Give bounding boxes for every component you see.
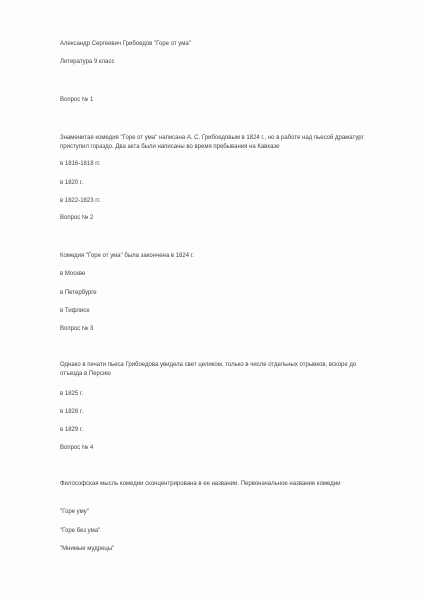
- question-1-option-1: в 1816-1818 гг.: [60, 161, 101, 167]
- question-3-option-2: в 1828 г.: [60, 409, 83, 415]
- document-subtitle: Литература 9 класс: [60, 59, 115, 65]
- question-4-option-1: "Горе уму": [60, 509, 89, 515]
- question-1-text: Знаменитая комедия "Горе от ума" написана А. С. Грибоедовым в 1824 г., но в работе над пьесой драматург приступил гораздо. Два акта были написаны во время пребывания на Кавказе: [60, 135, 364, 150]
- document-title: Александр Сергеевич Грибоедов "Горе от ума": [60, 41, 191, 47]
- question-2-text: Комедия "Горе от ума" была закончена в 1824 г.: [60, 253, 194, 259]
- question-1-label: Вопрос № 1: [60, 97, 94, 103]
- question-4-text: Философская мысль комедии сконцентрирована в ее названии. Первоначальное название комедии: [60, 481, 341, 487]
- question-2-option-2: в Петербурге: [60, 290, 97, 296]
- question-1-option-2: в 1820 г.: [60, 180, 83, 186]
- question-3-option-3: в 1829 г.: [60, 427, 83, 433]
- question-3-text: Однако в печати пьеса Грибоедова увидела свет целиком, только в числе отдельных отрывков, вскоре до отъезда в Персию: [60, 362, 357, 377]
- question-1-option-3: в 1822-1823 гг.: [60, 198, 101, 204]
- question-4-option-2: "Горе без ума": [60, 528, 101, 534]
- question-2-option-3: в Тифлисе: [60, 308, 90, 314]
- question-3-label: Вопрос № 3: [60, 326, 94, 332]
- question-3-option-1: в 1825 г.: [60, 391, 83, 397]
- question-4-label: Вопрос № 4: [60, 445, 94, 451]
- question-4-option-3: "Мнимые мудрецы": [60, 546, 115, 552]
- question-2-label: Вопрос № 2: [60, 215, 94, 221]
- question-2-option-1: в Москве: [60, 271, 86, 277]
